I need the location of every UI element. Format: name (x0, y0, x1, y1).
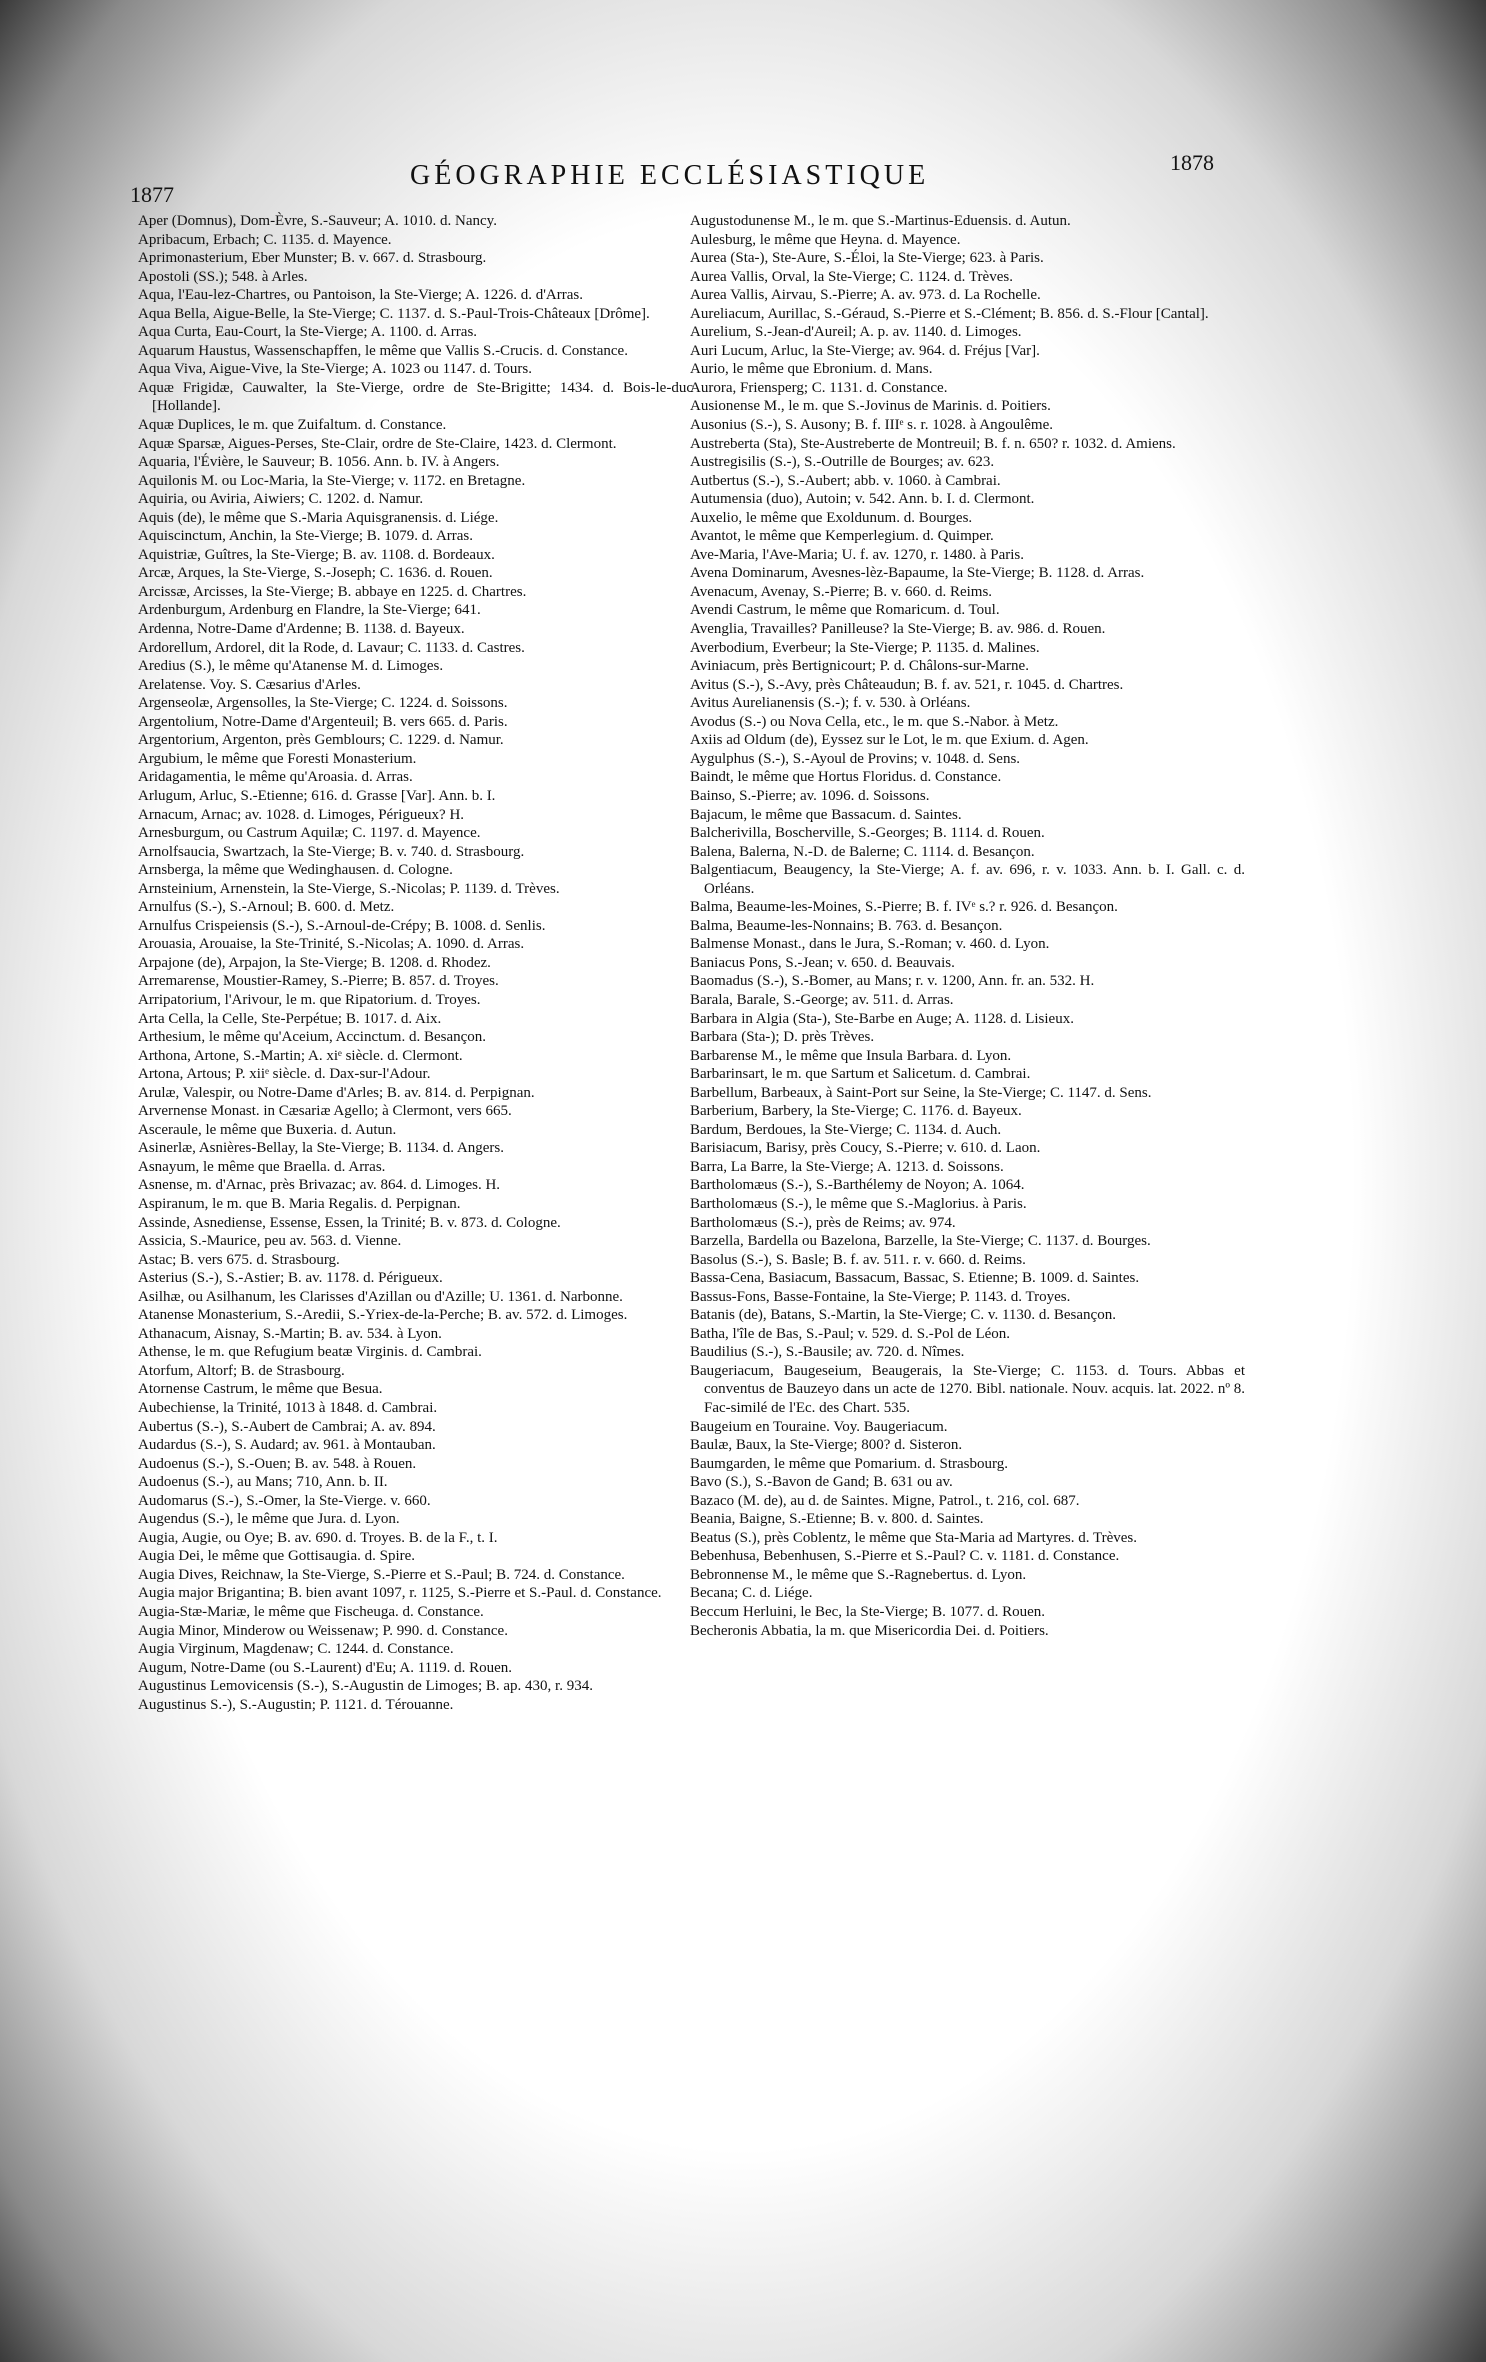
glossary-entry: Baugeium en Touraine. Voy. Baugeriacum. (690, 1418, 948, 1435)
glossary-entry: Baindt, le même que Hortus Floridus. d. Constance. (690, 769, 1002, 786)
glossary-entry: Autbertus (S.-), S.-Aubert; abb. v. 1060. à Cambrai. (690, 472, 1001, 489)
glossary-entry: Autumensia (duo), Autoin; v. 542. Ann. b. I. d. Clermont. (690, 491, 1035, 508)
glossary-entry: Assinde, Asnediense, Essense, Essen, la Trinité; B. v. 873. d. Cologne. (138, 1214, 561, 1231)
glossary-entry: Augendus (S.-), le même que Jura. d. Lyon. (138, 1511, 400, 1528)
glossary-entry: Baumgarden, le même que Pomarium. d. Strasbourg. (690, 1455, 1008, 1472)
glossary-entry: Bebronnense M., le même que S.-Ragnebertus. d. Lyon. (690, 1566, 1027, 1583)
glossary-entry: Aquæ Frigidæ, Cauwalter, la Ste-Vierge, ordre de Ste-Brigitte; 1434. d. Bois-le-duc [Hollande]. (138, 379, 693, 415)
glossary-entry: Becana; C. d. Liége. (690, 1585, 813, 1602)
glossary-entry: Augia Virginum, Magdenaw; C. 1244. d. Constance. (138, 1641, 454, 1658)
glossary-entry: Balgentiacum, Beaugency, la Ste-Vierge; A. f. av. 696, r. v. 1033. Ann. b. I. Gall. c. d. Orléans. (690, 862, 1245, 897)
glossary-entry: Arnolfsaucia, Swartzach, la Ste-Vierge; B. v. 740. d. Strasbourg. (138, 843, 525, 860)
glossary-entry: Avenglia, Travailles? Panilleuse? la Ste-Vierge; B. av. 986. d. Rouen. (690, 621, 1106, 638)
glossary-entry: Ardenna, Notre-Dame d'Ardenne; B. 1138. d. Bayeux. (138, 621, 465, 638)
glossary-entry: Becheronis Abbatia, la m. que Misericordia Dei. d. Poitiers. (690, 1622, 1049, 1639)
glossary-entry: Ausonius (S.-), S. Ausony; B. f. IIIᵉ s. r. 1028. à Angoulême. (690, 417, 1054, 434)
glossary-entry: Aquilonis M. ou Loc-Maria, la Ste-Vierge; v. 1172. en Bretagne. (138, 472, 526, 489)
glossary-entry: Aurea Vallis, Orval, la Ste-Vierge; C. 1124. d. Trèves. (690, 268, 1013, 285)
glossary-entry: Arnulfus Crispeiensis (S.-), S.-Arnoul-de-Crépy; B. 1008. d. Senlis. (138, 917, 546, 934)
glossary-entry: Aquarum Haustus, Wassenschapffen, le même que Vallis S.-Crucis. d. Constance. (138, 342, 628, 359)
glossary-entry: Arlugum, Arluc, S.-Etienne; 616. d. Grasse [Var]. Ann. b. I. (138, 787, 496, 804)
glossary-entry: Beccum Herluini, le Bec, la Ste-Vierge; B. 1077. d. Rouen. (690, 1604, 1045, 1621)
right-page-number: 1878 (1170, 150, 1214, 175)
glossary-entry: Augustinus S.-), S.-Augustin; P. 1121. d. Térouanne. (138, 1696, 454, 1713)
glossary-entry: Argubium, le même que Foresti Monasterium. (138, 750, 417, 767)
glossary-entry: Arulæ, Valespir, ou Notre-Dame d'Arles; B. av. 814. d. Perpignan. (138, 1084, 535, 1101)
glossary-entry: Aqua Bella, Aigue-Belle, la Ste-Vierge; C. 1137. d. S.-Paul-Trois-Châteaux [Drôme]. (138, 305, 650, 322)
glossary-entry: Arthona, Artone, S.-Martin; A. xiᵉ siècle. d. Clermont. (138, 1047, 463, 1064)
glossary-entry: Aurora, Friensperg; C. 1131. d. Constance. (690, 379, 948, 396)
glossary-entry: Balma, Beaume-les-Nonnains; B. 763. d. Besançon. (690, 917, 1003, 934)
glossary-entry: Aurea (Sta-), Ste-Aure, S.-Éloi, la Ste-Vierge; 623. à Paris. (690, 250, 1044, 267)
glossary-entry: Aquiria, ou Aviria, Aiwiers; C. 1202. d. Namur. (138, 491, 424, 508)
glossary-entry: Bartholomæus (S.-), près de Reims; av. 974. (690, 1214, 956, 1231)
glossary-entry: Ardorellum, Ardorel, dit la Rode, d. Lavaur; C. 1133. d. Castres. (138, 639, 525, 656)
glossary-entry: Balcherivilla, Boscherville, S.-Georges; B. 1114. d. Rouen. (690, 825, 1045, 842)
glossary-entry: Audardus (S.-), S. Audard; av. 961. à Montauban. (138, 1437, 436, 1454)
glossary-entry: Ardenburgum, Ardenburg en Flandre, la Ste-Vierge; 641. (138, 602, 481, 619)
glossary-entry: Aurio, le même que Ebronium. d. Mans. (690, 361, 933, 378)
glossary-entry: Arta Cella, la Celle, Ste-Perpétue; B. 1017. d. Aix. (138, 1010, 442, 1027)
glossary-entry: Asnense, m. d'Arnac, près Brivazac; av. 864. d. Limoges. H. (138, 1177, 501, 1194)
glossary-entry: Baulæ, Baux, la Ste-Vierge; 800? d. Sisteron. (690, 1437, 963, 1454)
glossary-entry: Barbarinsart, le m. que Sartum et Salicetum. d. Cambrai. (690, 1066, 1031, 1083)
glossary-entry: Arpajone (de), Arpajon, la Ste-Vierge; B. 1208. d. Rhodez. (138, 954, 491, 971)
glossary-entry: Barzella, Bardella ou Bazelona, Barzelle, la Ste-Vierge; C. 1137. d. Bourges. (690, 1233, 1151, 1250)
glossary-entry: Arouasia, Arouaise, la Ste-Trinité, S.-Nicolas; A. 1090. d. Arras. (138, 936, 525, 953)
glossary-entry: Arremarense, Moustier-Ramey, S.-Pierre; B. 857. d. Troyes. (138, 973, 499, 990)
glossary-entry: Assicia, S.-Maurice, peu av. 563. d. Vienne. (138, 1233, 402, 1250)
glossary-entry: Bassa-Cena, Basiacum, Bassacum, Bassac, S. Etienne; B. 1009. d. Saintes. (690, 1270, 1140, 1287)
glossary-entry: Batha, l'île de Bas, S.-Paul; v. 529. d. S.-Pol de Léon. (690, 1325, 1011, 1342)
glossary-entry: Augustinus Lemovicensis (S.-), S.-Augustin de Limoges; B. ap. 430, r. 934. (138, 1678, 593, 1695)
glossary-entry: Aureliacum, Aurillac, S.-Géraud, S.-Pierre et S.-Clément; B. 856. d. S.-Flour [Cantal]. (690, 305, 1209, 322)
left-column (138, 212, 693, 1714)
glossary-entry: Aqua, l'Eau-lez-Chartres, ou Pantoison, la Ste-Vierge; A. 1226. d. d'Arras. (138, 287, 583, 304)
glossary-entry: Balmense Monast., dans le Jura, S.-Roman; v. 460. d. Lyon. (690, 936, 1050, 953)
glossary-entry: Argentolium, Notre-Dame d'Argenteuil; B. vers 665. d. Paris. (138, 713, 508, 730)
glossary-entry: Beania, Baigne, S.-Etienne; B. v. 800. d. Saintes. (690, 1511, 984, 1528)
glossary-entry: Aprimonasterium, Eber Munster; B. v. 667. d. Strasbourg. (138, 250, 487, 267)
glossary-entry: Aquiscinctum, Anchin, la Ste-Vierge; B. 1079. d. Arras. (138, 528, 474, 545)
glossary-entry: Audoenus (S.-), S.-Ouen; B. av. 548. à Rouen. (138, 1455, 417, 1472)
glossary-entry: Aredius (S.), le même qu'Atanense M. d. Limoges. (138, 658, 444, 675)
glossary-entry: Barbellum, Barbeaux, à Saint-Port sur Seine, la Ste-Vierge; C. 1147. d. Sens. (690, 1084, 1152, 1101)
glossary-entry: Asterius (S.-), S.-Astier; B. av. 1178. d. Périgueux. (138, 1270, 443, 1287)
glossary-entry: Aurea Vallis, Airvau, S.-Pierre; A. av. 973. d. La Rochelle. (690, 287, 1041, 304)
glossary-entry: Aper (Domnus), Dom-Èvre, S.-Sauveur; A. 1010. d. Nancy. (138, 213, 497, 229)
glossary-entry: Audomarus (S.-), S.-Omer, la Ste-Vierge. v. 660. (138, 1492, 431, 1509)
glossary-entry: Axiis ad Oldum (de), Eyssez sur le Lot, le m. que Exium. d. Agen. (690, 732, 1089, 749)
glossary-entry: Asilhæ, ou Asilhanum, les Clarisses d'Azillan ou d'Azille; U. 1361. d. Narbonne. (138, 1288, 623, 1305)
glossary-entry: Beatus (S.), près Coblentz, le même que Sta-Maria ad Martyres. d. Trèves. (690, 1529, 1137, 1546)
glossary-entry: Ave-Maria, l'Ave-Maria; U. f. av. 1270, r. 1480. à Paris. (690, 546, 1024, 563)
glossary-entry: Atornense Castrum, le même que Besua. (138, 1381, 383, 1398)
glossary-entry: Bassus-Fons, Basse-Fontaine, la Ste-Vierge; P. 1143. d. Troyes. (690, 1288, 1071, 1305)
glossary-entry: Bazaco (M. de), au d. de Saintes. Migne, Patrol., t. 216, col. 687. (690, 1492, 1080, 1509)
glossary-entry: Arripatorium, l'Arivour, le m. que Ripatorium. d. Troyes. (138, 991, 481, 1008)
glossary-entry: Barbara (Sta-); D. près Trèves. (690, 1029, 875, 1046)
glossary-entry: Arnsteinium, Arnenstein, la Ste-Vierge, S.-Nicolas; P. 1139. d. Trèves. (138, 880, 560, 897)
glossary-entry: Augustodunense M., le m. que S.-Martinus-Eduensis. d. Autun. (690, 213, 1071, 229)
glossary-entry: Asceraule, le même que Buxeria. d. Autun. (138, 1121, 397, 1138)
glossary-entry: Augia, Augie, ou Oye; B. av. 690. d. Troyes. B. de la F., t. I. (138, 1529, 498, 1546)
glossary-entry: Avitus (S.-), S.-Avy, près Châteaudun; B. f. av. 521, r. 1045. d. Chartres. (690, 676, 1124, 693)
glossary-entry: Arvernense Monast. in Cæsariæ Agello; à Clermont, vers 665. (138, 1103, 512, 1120)
glossary-entry: Averbodium, Everbeur; la Ste-Vierge; P. 1135. d. Malines. (690, 639, 1040, 656)
glossary-entry: Avendi Castrum, le même que Romaricum. d. Toul. (690, 602, 1000, 619)
glossary-entry: Barisiacum, Barisy, près Coucy, S.-Pierre; v. 610. d. Laon. (690, 1140, 1041, 1157)
glossary-entry: Audoenus (S.-), au Mans; 710, Ann. b. II. (138, 1474, 388, 1491)
glossary-entry: Arcissæ, Arcisses, la Ste-Vierge; B. abbaye en 1225. d. Chartres. (138, 583, 527, 600)
glossary-entry: Augia Dives, Reichnaw, la Ste-Vierge, S.-Pierre et S.-Paul; B. 724. d. Constance. (138, 1566, 625, 1583)
glossary-entry: Bartholomæus (S.-), S.-Barthélemy de Noyon; A. 1064. (690, 1177, 1025, 1194)
glossary-entry: Aspiranum, le m. que B. Maria Regalis. d. Perpignan. (138, 1195, 461, 1212)
glossary-entry: Augia major Brigantina; B. bien avant 1097, r. 1125, S.-Pierre et S.-Paul. d. Constance. (138, 1585, 662, 1602)
glossary-entry: Aquæ Duplices, le m. que Zuifaltum. d. Constance. (138, 417, 447, 434)
glossary-entry: Auxelio, le même que Exoldunum. d. Bourges. (690, 509, 973, 526)
glossary-entry: Baomadus (S.-), S.-Bomer, au Mans; r. v. 1200, Ann. fr. an. 532. H. (690, 973, 1095, 990)
glossary-entry: Avodus (S.-) ou Nova Cella, etc., le m. que S.-Nabor. à Metz. (690, 713, 1059, 730)
page-header (130, 150, 1250, 207)
glossary-entry: Aulesburg, le même que Heyna. d. Mayence. (690, 231, 961, 248)
glossary-entry: Aquaria, l'Évière, le Sauveur; B. 1056. Ann. b. IV. à Angers. (138, 454, 500, 471)
glossary-entry: Athanacum, Aisnay, S.-Martin; B. av. 534. à Lyon. (138, 1325, 442, 1342)
glossary-entry: Artona, Artous; P. xiiᵉ siècle. d. Dax-sur-l'Adour. (138, 1066, 431, 1083)
glossary-entry: Aubechiense, la Trinité, 1013 à 1848. d. Cambrai. (138, 1400, 438, 1416)
glossary-entry: Atorfum, Altorf; B. de Strasbourg. (138, 1362, 345, 1379)
glossary-entry: Aviniacum, près Bertignicourt; P. d. Châlons-sur-Marne. (690, 658, 1029, 675)
glossary-entry: Ausionense M., le m. que S.-Jovinus de Marinis. d. Poitiers. (690, 398, 1051, 415)
glossary-entry: Auri Lucum, Arluc, la Ste-Vierge; av. 964. d. Fréjus [Var]. (690, 342, 1040, 359)
glossary-entry: Augia-Stæ-Mariæ, le même que Fischeuga. d. Constance. (138, 1604, 484, 1621)
glossary-entry: Arnesburgum, ou Castrum Aquilæ; C. 1197. d. Mayence. (138, 825, 481, 842)
glossary-entry: Augia Dei, le même que Gottisaugia. d. Spire. (138, 1548, 416, 1565)
running-title: GÉOGRAPHIE ECCLÉSIASTIQUE (410, 160, 930, 191)
glossary-entry: Augum, Notre-Dame (ou S.-Laurent) d'Eu; A. 1119. d. Rouen. (138, 1659, 513, 1676)
left-page-number: 1877 (130, 182, 174, 207)
glossary-entry: Austreberta (Sta), Ste-Austreberte de Montreuil; B. f. n. 650? r. 1032. d. Amiens. (690, 435, 1176, 452)
glossary-entry: Barberium, Barbery, la Ste-Vierge; C. 1176. d. Bayeux. (690, 1103, 1022, 1120)
glossary-entry: Arnulfus (S.-), S.-Arnoul; B. 600. d. Metz. (138, 899, 395, 916)
glossary-entry: Bajacum, le même que Bassacum. d. Saintes. (690, 806, 962, 823)
glossary-entry: Bartholomæus (S.-), le même que S.-Maglorius. à Paris. (690, 1195, 1027, 1212)
glossary-entry: Aquistriæ, Guîtres, la Ste-Vierge; B. av. 1108. d. Bordeaux. (138, 546, 495, 563)
glossary-entry: Bainso, S.-Pierre; av. 1096. d. Soissons. (690, 787, 930, 804)
glossary-entry: Aqua Viva, Aigue-Vive, la Ste-Vierge; A. 1023 ou 1147. d. Tours. (138, 361, 532, 378)
glossary-entry: Aurelium, S.-Jean-d'Aureil; A. p. av. 1140. d. Limoges. (690, 324, 1022, 341)
glossary-entry: Austregisilis (S.-), S.-Outrille de Bourges; av. 623. (690, 454, 995, 471)
glossary-entry: Barbarense M., le même que Insula Barbara. d. Lyon. (690, 1047, 1012, 1064)
glossary-entry: Baugeriacum, Baugeseium, Beaugerais, la Ste-Vierge; C. 1153. d. Tours. Abbas et conventus de Bauzeyo dans un acte de 1270. Bibl. nationale. Nouv. acquis. lat. 2022. nº 8. Fac-similé de l'Ec. des Chart. 535. (690, 1362, 1245, 1416)
glossary-entry: Bavo (S.), S.-Bavon de Gand; B. 631 ou av. (690, 1474, 953, 1491)
glossary-entry: Bebenhusa, Bebenhusen, S.-Pierre et S.-Paul? C. v. 1181. d. Constance. (690, 1548, 1120, 1565)
right-column (690, 212, 1245, 1640)
glossary-entry: Athense, le m. que Refugium beatæ Virginis. d. Cambrai. (138, 1344, 482, 1361)
glossary-entry: Aridagamentia, le même qu'Aroasia. d. Arras. (138, 769, 413, 786)
glossary-entry: Aqua Curta, Eau-Court, la Ste-Vierge; A. 1100. d. Arras. (138, 324, 478, 341)
glossary-entry: Arelatense. Voy. S. Cæsarius d'Arles. (138, 676, 361, 693)
glossary-entry: Basolus (S.-), S. Basle; B. f. av. 511. r. v. 660. d. Reims. (690, 1251, 1026, 1268)
glossary-entry: Barala, Barale, S.-George; av. 511. d. Arras. (690, 991, 954, 1008)
glossary-entry: Avenacum, Avenay, S.-Pierre; B. v. 660. d. Reims. (690, 583, 993, 600)
glossary-entry: Apostoli (SS.); 548. à Arles. (138, 268, 308, 285)
glossary-entry: Atanense Monasterium, S.-Aredii, S.-Yriex-de-la-Perche; B. av. 572. d. Limoges. (138, 1307, 628, 1324)
glossary-entry: Balma, Beaume-les-Moines, S.-Pierre; B. f. IVᵉ s.? r. 926. d. Besançon. (690, 899, 1118, 916)
glossary-entry: Aquæ Sparsæ, Aigues-Perses, Ste-Clair, ordre de Ste-Claire, 1423. d. Clermont. (138, 435, 617, 452)
glossary-entry: Balena, Balerna, N.-D. de Balerne; C. 1114. d. Besançon. (690, 843, 1035, 860)
glossary-entry: Barbara in Algia (Sta-), Ste-Barbe en Auge; A. 1128. d. Lisieux. (690, 1010, 1074, 1027)
glossary-entry: Baniacus Pons, S.-Jean; v. 650. d. Beauvais. (690, 954, 955, 971)
glossary-entry: Apribacum, Erbach; C. 1135. d. Mayence. (138, 231, 392, 248)
glossary-entry: Astac; B. vers 675. d. Strasbourg. (138, 1251, 340, 1268)
glossary-entry: Aubertus (S.-), S.-Aubert de Cambrai; A. av. 894. (138, 1418, 436, 1435)
glossary-entry: Arcæ, Arques, la Ste-Vierge, S.-Joseph; C. 1636. d. Rouen. (138, 565, 493, 582)
glossary-entry: Arnacum, Arnac; av. 1028. d. Limoges, Périgueux? H. (138, 806, 465, 823)
glossary-entry: Avantot, le même que Kemperlegium. d. Quimper. (690, 528, 994, 545)
glossary-entry: Avitus Aurelianensis (S.-); f. v. 530. à Orléans. (690, 695, 971, 712)
glossary-entry: Baudilius (S.-), S.-Bausile; av. 720. d. Nîmes. (690, 1344, 965, 1361)
glossary-entry: Argentorium, Argenton, près Gemblours; C. 1229. d. Namur. (138, 732, 504, 749)
glossary-entry: Asinerlæ, Asnières-Bellay, la Ste-Vierge; B. 1134. d. Angers. (138, 1140, 504, 1157)
glossary-entry: Argenseolæ, Argensolles, la Ste-Vierge; C. 1224. d. Soissons. (138, 695, 508, 712)
glossary-entry: Avena Dominarum, Avesnes-lèz-Bapaume, la Ste-Vierge; B. 1128. d. Arras. (690, 565, 1145, 582)
glossary-entry: Batanis (de), Batans, S.-Martin, la Ste-Vierge; C. v. 1130. d. Besançon. (690, 1307, 1116, 1324)
glossary-entry: Bardum, Berdoues, la Ste-Vierge; C. 1134. d. Auch. (690, 1121, 1002, 1138)
glossary-entry: Augia Minor, Minderow ou Weissenaw; P. 990. d. Constance. (138, 1622, 508, 1639)
glossary-entry: Arthesium, le même qu'Aceium, Accinctum. d. Besançon. (138, 1029, 487, 1046)
glossary-entry: Arnsberga, la même que Wedinghausen. d. Cologne. (138, 862, 453, 879)
glossary-entry: Aygulphus (S.-), S.-Ayoul de Provins; v. 1048. d. Sens. (690, 750, 1021, 767)
glossary-entry: Asnayum, le même que Braella. d. Arras. (138, 1158, 386, 1175)
glossary-entry: Barra, La Barre, la Ste-Vierge; A. 1213. d. Soissons. (690, 1158, 1004, 1175)
glossary-entry: Aquis (de), le même que S.-Maria Aquisgranensis. d. Liége. (138, 509, 499, 526)
